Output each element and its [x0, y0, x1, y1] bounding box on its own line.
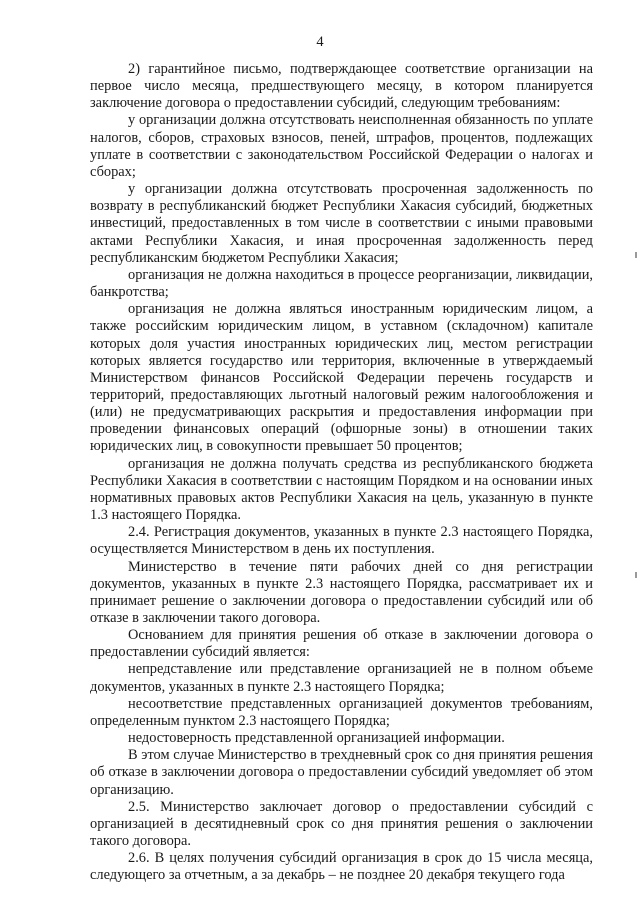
- paragraph: Министерство в течение пяти рабочих дней со дня регистрации документов, указанных в пункте 2.3 настоящего Порядка, рассматривает их и принимает решение о заключении договора о предоставлении субсидий или об отказе в заключении такого договора.: [90, 558, 593, 626]
- scan-edge-mark: [635, 252, 637, 258]
- paragraph: В этом случае Министерство в трехдневный срок со дня принятия решения об отказе в заключении договора о предоставлении субсидий уведомляет об этом организацию.: [90, 747, 593, 798]
- paragraph: Основанием для принятия решения об отказе в заключении договора о предоставлении субсидий является:: [90, 627, 593, 661]
- paragraph: организация не должна получать средства из республиканского бюджета Республики Хакасия в соответствии с настоящим Порядком и на основании иных нормативных правовых актов Республики Хакасия на цель, указанную в пункте 1.3 настоящего Порядка.: [90, 455, 593, 524]
- paragraph: 2.5. Министерство заключает договор о предоставлении субсидий с организацией в десятидневный срок со дня принятия решения о заключении такого договора.: [90, 798, 593, 850]
- paragraph: организация не должна находиться в процессе реорганизации, ликвидации, банкротства;: [90, 266, 593, 301]
- document-body: [90, 61, 593, 885]
- paragraph: 2.4. Регистрация документов, указанных в пункте 2.3 настоящего Порядка, осуществляется Министерством в день их поступления.: [90, 524, 593, 558]
- paragraph: несоответствие представленных организацией документов требованиям, определенным пунктом 2.3 настоящего Порядка;: [90, 695, 593, 729]
- paragraph: организация не должна являться иностранным юридическим лицом, а также российским юридическим лицом, в уставном (складочном) капитале которых доля участия иностранных юридических лиц, местом регистрации которых является государство или территория, включенные в утверждаемый Министерством финансов Российской Федерации перечень государств и территорий, предоставляющих льготный налоговый режим налогообложения и (или) не предусматривающих раскрытия и предоставления информации при проведении финансовых операций (офшорные зоны) в отношении таких юридических лиц, в совокупности превышает 50 процентов;: [90, 301, 593, 455]
- paragraph: недостоверность представленной организацией информации.: [128, 730, 505, 747]
- page-number: 4: [316, 34, 324, 50]
- paragraph: 2.6. В целях получения субсидий организация в срок до 15 числа месяца, следующего за отчетным, а за декабрь – не позднее 20 декабря текущего года: [90, 850, 593, 884]
- paragraph: у организации должна отсутствовать просроченная задолженность по возврату в республиканский бюджет Республики Хакасия субсидий, бюджетных инвестиций, предоставленных в том числе в соответствии с иными правовыми актами Республики Хакасия, и иная просроченная задолженность перед республиканским бюджетом Республики Хакасия;: [90, 181, 593, 266]
- paragraph: у организации должна отсутствовать неисполненная обязанность по уплате налогов, сборов, страховых взносов, пеней, штрафов, процентов, подлежащих уплате в соответствии с законодательством Российской Федерации о налогах и сборах;: [90, 112, 593, 180]
- paragraph: 2) гарантийное письмо, подтверждающее соответствие организации на первое число месяца, предшествующего месяцу, в котором планируется заключение договора о предоставлении субсидий, следующим требованиям:: [90, 61, 593, 112]
- paragraph: непредставление или представление организацией не в полном объеме документов, указанных в пункте 2.3 настоящего Порядка;: [90, 661, 593, 695]
- scan-edge-mark: [635, 572, 637, 578]
